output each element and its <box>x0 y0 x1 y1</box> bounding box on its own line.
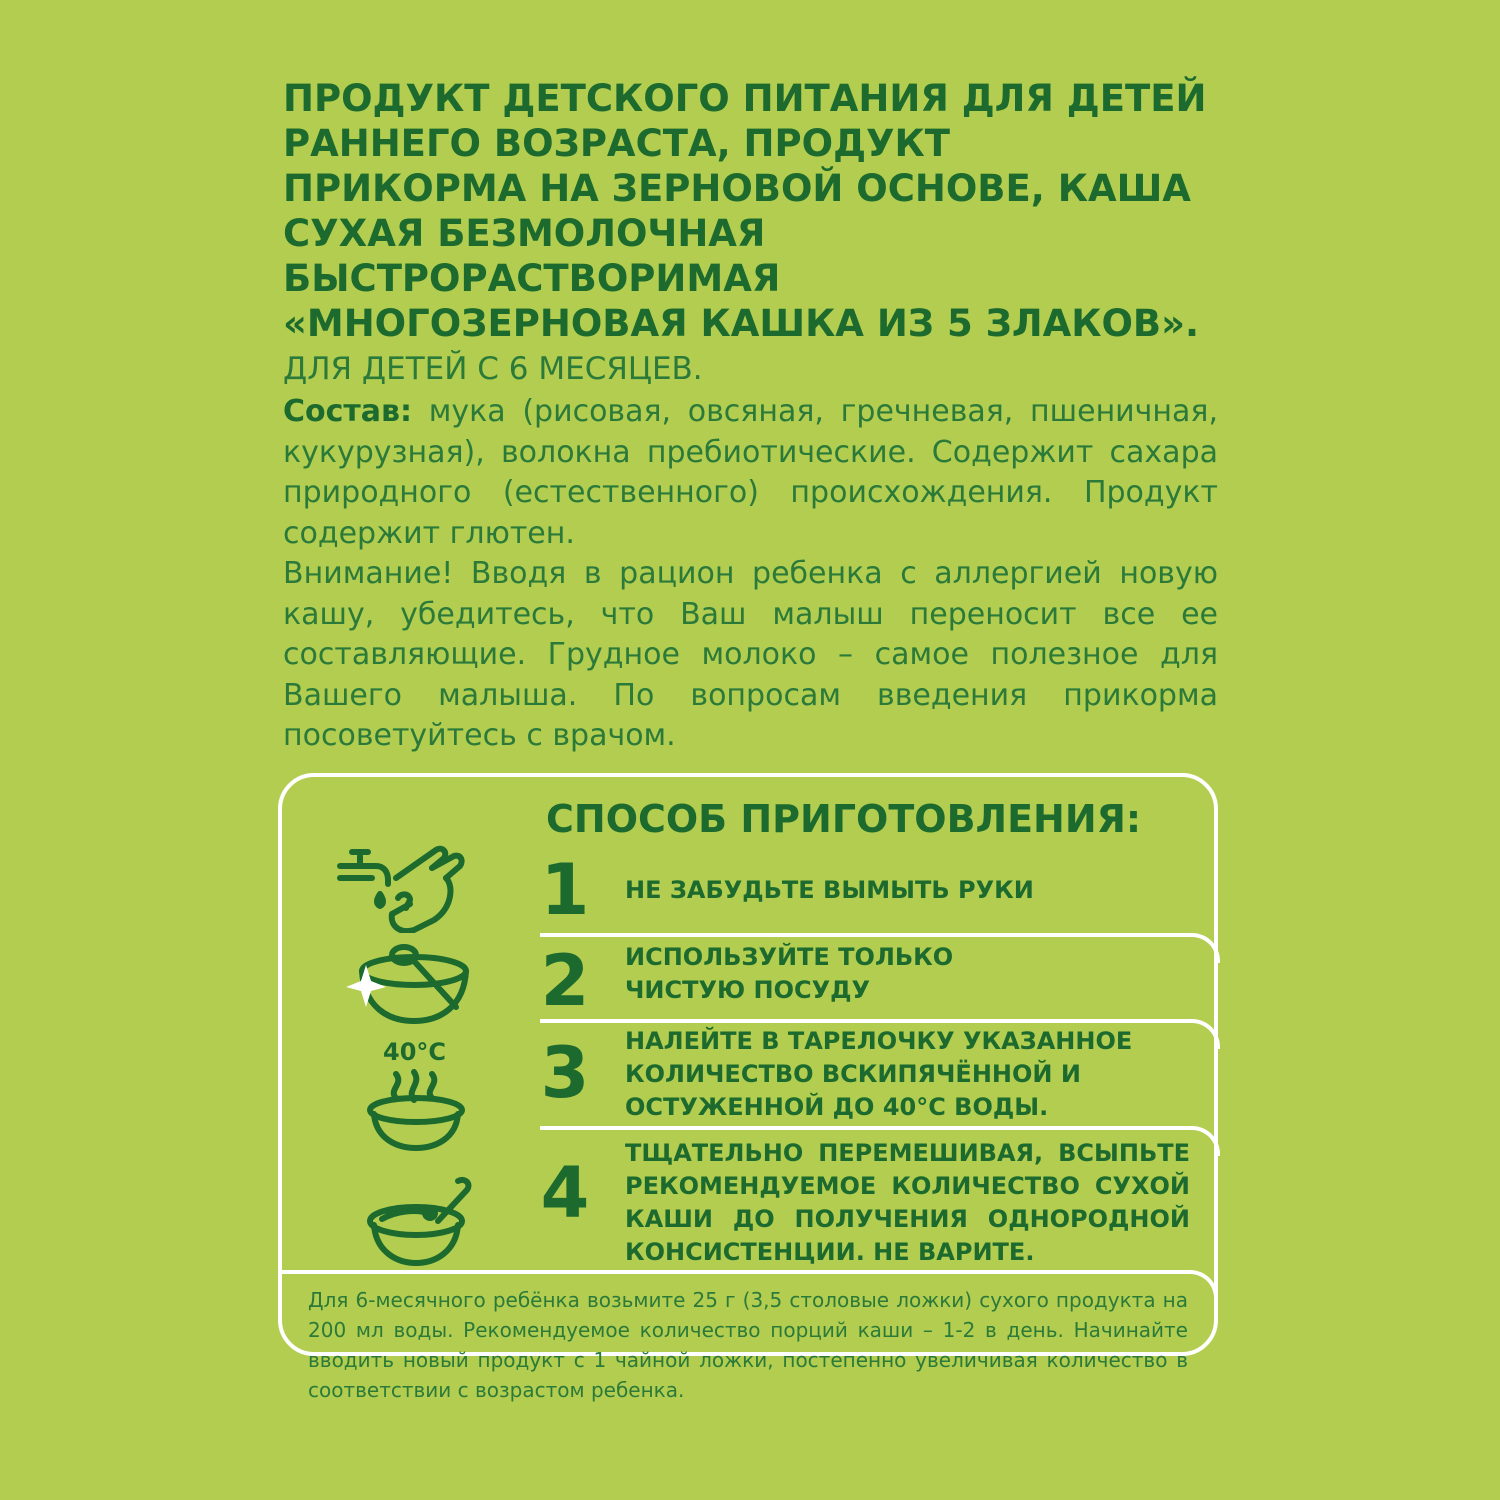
product-title-line: «МНОГОЗЕРНОВАЯ КАШКА ИЗ 5 ЗЛАКОВ». <box>283 302 1200 345</box>
composition-label: Состав: <box>283 394 413 429</box>
warm-water-bowl-icon <box>366 1068 476 1153</box>
step-number: 4 <box>540 1152 590 1234</box>
composition-paragraph <box>283 392 1218 554</box>
product-title-line: ПРИКОРМА НА ЗЕРНОВОЙ ОСНОВЕ, КАША <box>283 167 1191 210</box>
product-title <box>283 76 1243 346</box>
warning-paragraph: Внимание! Вводя в рацион ребенка с аллергией новую кашу, убедитесь, что Ваш малыш переносит все ее составляющие. Грудное молоко – самое полезное для Вашего малыша. По вопросам введения прикорма посоветуйтесь с врачом. <box>283 556 1218 753</box>
step-number: 1 <box>540 849 590 931</box>
hand-washing-icon <box>336 838 476 933</box>
step-text: ИСПОЛЬЗУЙТЕ ТОЛЬКО ЧИСТУЮ ПОСУДУ <box>625 943 954 1004</box>
product-title-line: СУХАЯ БЕЗМОЛОЧНАЯ <box>283 212 766 255</box>
temperature-label: 40°С <box>383 1038 447 1066</box>
product-description <box>283 392 1218 757</box>
step-number: 2 <box>540 940 590 1022</box>
product-title-line: РАННЕГО ВОЗРАСТА, ПРОДУКТ <box>283 122 951 165</box>
product-title-line: ПРОДУКТ ДЕТСКОГО ПИТАНИЯ ДЛЯ ДЕТЕЙ <box>283 77 1207 120</box>
preparation-card <box>278 773 1218 1402</box>
dosage-note: Для 6-месячного ребёнка возьмите 25 г (3,5 столовые ложки) сухого продукта на 200 мл воды. Рекомендуемое количество порций каши – 1-2 в день. Начинайте вводить новый продукт с 1 чайной ложки, постепенно увеличивая количество в соответствии с возрастом ребенка. <box>308 1288 1188 1402</box>
clean-bowl-icon <box>346 943 476 1028</box>
step-text: НЕ ЗАБУДЬТЕ ВЫМЫТЬ РУКИ <box>625 876 1034 904</box>
stirring-bowl-icon <box>366 1173 486 1268</box>
composition-text: мука (рисовая, овсяная, гречневая, пшеничная, кукурузная), волокна пребиотические. Содержит сахара природного (естественного) происхождения. Продукт содержит глютен. <box>283 394 1218 551</box>
step-text: НАЛЕЙТЕ В ТАРЕЛОЧКУ УКАЗАННОЕ КОЛИЧЕСТВО ВСКИПЯЧЁННОЙ И ОСТУЖЕННОЙ ДО 40°С ВОДЫ. <box>625 1027 1133 1121</box>
preparation-title: СПОСОБ ПРИГОТОВЛЕНИЯ: <box>546 797 1142 841</box>
product-title-line: БЫСТРОРАСТВОРИМАЯ <box>283 257 781 300</box>
age-recommendation: ДЛЯ ДЕТЕЙ С 6 МЕСЯЦЕВ. <box>283 351 703 387</box>
step-text: ТЩАТЕЛЬНО ПЕРЕМЕШИВАЯ, ВСЫПЬТЕ РЕКОМЕНДУЕМОЕ КОЛИЧЕСТВО СУХОЙ КАШИ ДО ПОЛУЧЕНИЯ ОДНОРОДНОЙ КОНСИСТЕНЦИИ. НЕ ВАРИТЕ. <box>625 1139 1190 1266</box>
step-number: 3 <box>540 1032 590 1114</box>
